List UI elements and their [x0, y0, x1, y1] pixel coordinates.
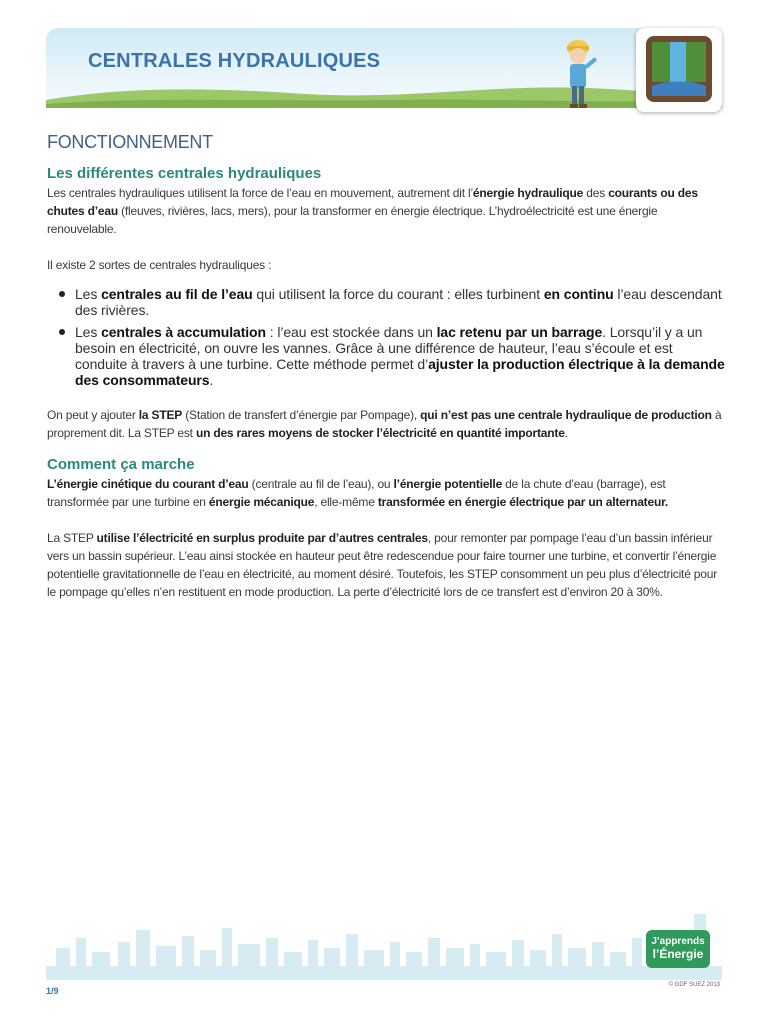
logo-line-2: l’Énergie [652, 947, 704, 961]
paragraph-intro: Les centrales hydrauliques utilisent la force de l’eau en mouvement, autrement dit l’énergie hydraulique des courants ou des chutes d’eau (fleuves, rivières, lacs, mers), pour la transformer en énergie électrique. L’hydroélectricité est une énergie renouvelable. [47, 186, 698, 236]
list-item: Les centrales au fil de l’eau qui utilisent la force du courant : elles turbinent en continu l’eau descendant des rivières. [75, 286, 727, 318]
hills-illustration [46, 78, 722, 108]
logo-line-1: J’apprends [651, 936, 705, 947]
waterfall-thumbnail [636, 28, 722, 112]
page-number: 1/9 [46, 986, 59, 996]
header-banner [46, 28, 722, 108]
page-title: CENTRALES HYDRAULIQUES [88, 50, 381, 72]
copyright: © GDF SUEZ 2013 [668, 982, 720, 988]
section-title: FONCTIONNEMENT [47, 132, 213, 152]
paragraph-energy: L’énergie cinétique du courant d’eau (centrale au fil de l’eau), ou l’énergie potentielle de la chute d’eau (barrage), est transformée par une turbine en énergie mécanique, elle-même transformée en énergie électrique par un alternateur. [47, 477, 669, 509]
types-list [47, 286, 727, 388]
main-content [47, 132, 727, 601]
paragraph-step: On peut y ajouter la STEP (Station de transfert d’énergie par Pompage), qui n’est pas une centrale hydraulique de production à proprement dit. La STEP est un des rares moyens de stocker l’électricité en quantité importante. [47, 408, 722, 440]
mascot-character-icon [548, 30, 610, 112]
waterfall-thumbnail-icon [646, 36, 712, 102]
brand-logo [646, 930, 710, 968]
list-item: Les centrales à accumulation : l’eau est stockée dans un lac retenu par un barrage. Lorsqu’il y a un besoin en électricité, on ouvre les vannes. Grâce à une différence de hauteur, l’eau s’écoule et est conduite à travers à une turbine. Cette méthode permet d’ajuster la production électrique à la demande des consommateurs. [75, 324, 727, 388]
paragraph-types-intro: Il existe 2 sortes de centrales hydrauliques : [47, 258, 272, 272]
city-skyline-icon [46, 908, 722, 980]
paragraph-step-details: La STEP utilise l’électricité en surplus produite par d’autres centrales, pour remonter par pompage l’eau d’un bassin inférieur vers un bassin supérieur. L’eau ainsi stockée en hauteur peut être redescendue pour faire tourner une turbine, et convertir l’énergie potentielle gravitationnelle de l’eau en électricité, au moment désiré. Toutefois, les STEP consomment un peu plus d’électricité pour le pompage qu’elles n’en restituent en mode production. La perte d’électricité lors de ce transfert est d’environ 20 à 30%. [47, 531, 718, 599]
subheading-types: Les différentes centrales hydrauliques [47, 165, 322, 182]
subheading-how-it-works: Comment ça marche [47, 456, 195, 473]
